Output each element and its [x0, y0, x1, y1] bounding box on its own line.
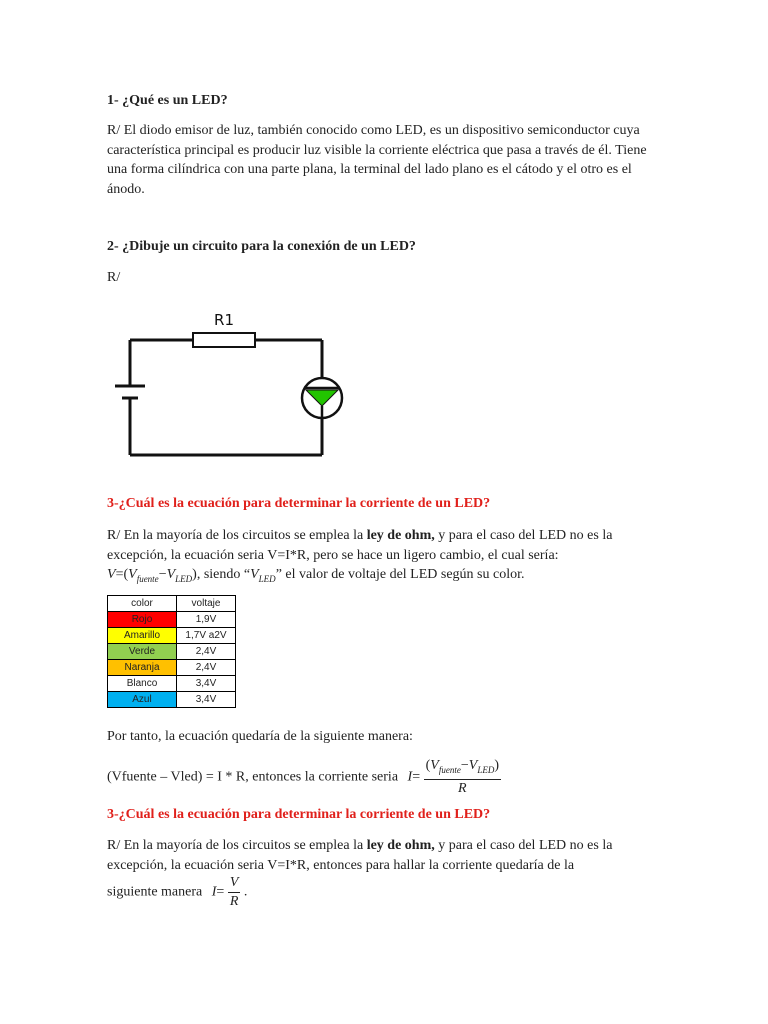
color-cell: Naranja: [108, 660, 177, 676]
table-row: [108, 676, 236, 692]
table-row: [108, 644, 236, 660]
question-3b-heading: 3-¿Cuál es la ecuación para determinar la corriente de un LED?: [107, 807, 491, 822]
question-3b-answer: R/ En la mayoría de los circuitos se emplea la ley de ohm, y para el caso del LED no es la excepción, la ecuación seria V=I*R, entonces para hallar la corriente quedaría de la: [107, 838, 613, 873]
conclusion-equation-line: (Vfuente – Vled) = I * R, entonces la corriente seria I= $\frac{(V_{fuente}-V_{LED})}{R}$: [107, 758, 499, 796]
question-1-answer: R/ El diodo emisor de luz, también conocido como LED, es un dispositivo semiconductor cuya característica principal es producir luz visible la corriente eléctrica que pasa a través de él. Tiene una forma cilíndrica con una parte plana, la terminal del lado plano es el cátodo y el otro es el ánodo.: [107, 123, 647, 197]
color-cell: Rojo: [108, 612, 177, 628]
voltage-cell: 2,4V: [177, 660, 236, 676]
led-symbol: [302, 378, 342, 418]
question-3b-formula-line: siguiente manera I= $\frac{V}{R}$ .: [107, 875, 248, 909]
ohm-law-bold: ley de ohm,: [366, 838, 435, 853]
question-1-heading: 1- ¿Qué es un LED?: [107, 93, 228, 108]
column-header: color: [108, 596, 177, 612]
table-row: [108, 628, 236, 644]
color-cell: Azul: [108, 692, 177, 708]
led-voltage-table: [107, 595, 236, 708]
table-header-row: [108, 596, 236, 612]
color-cell: Verde: [108, 644, 177, 660]
question-3a-answer: R/ En la mayoría de los circuitos se emplea la ley de ohm, y para el caso del LED no es la excepción, la ecuación seria V=I*R, pero se hace un ligero cambio, el cual sería: $V=(V_{fuente}-V_{LED})$, siendo “$V_{LED}$” el valor de voltaje del LED según su color.: [107, 528, 613, 584]
resistor-symbol: [193, 333, 255, 347]
resistor-label: R1: [214, 311, 234, 329]
color-cell: Amarillo: [108, 628, 177, 644]
question-3a-heading: 3-¿Cuál es la ecuación para determinar la corriente de un LED?: [107, 496, 491, 511]
voltage-cell: 3,4V: [177, 676, 236, 692]
question-2-answer: R/: [107, 270, 121, 285]
ohm-law-bold: ley de ohm,: [366, 528, 435, 543]
ohm-formula: I= $\frac{V}{R}$: [211, 875, 239, 909]
circuit-wires: [130, 340, 322, 455]
column-header: voltaje: [177, 596, 236, 612]
conclusion-line-1: Por tanto, la ecuación quedaría de la siguiente manera:: [107, 729, 413, 744]
table-row: [108, 660, 236, 676]
battery-symbol: [115, 386, 145, 398]
table-row: [108, 692, 236, 708]
question-2-heading: 2- ¿Dibuje un circuito para la conexión de un LED?: [107, 239, 416, 254]
voltage-cell: 1,9V: [177, 612, 236, 628]
current-formula: I= $\frac{(V_{fuente}-V_{LED})}{R}$: [407, 758, 499, 796]
table-row: [108, 612, 236, 628]
color-cell: Blanco: [108, 676, 177, 692]
voltage-cell: 1,7V a2V: [177, 628, 236, 644]
voltage-cell: 2,4V: [177, 644, 236, 660]
led-circuit-diagram: [105, 300, 355, 465]
voltage-cell: 3,4V: [177, 692, 236, 708]
